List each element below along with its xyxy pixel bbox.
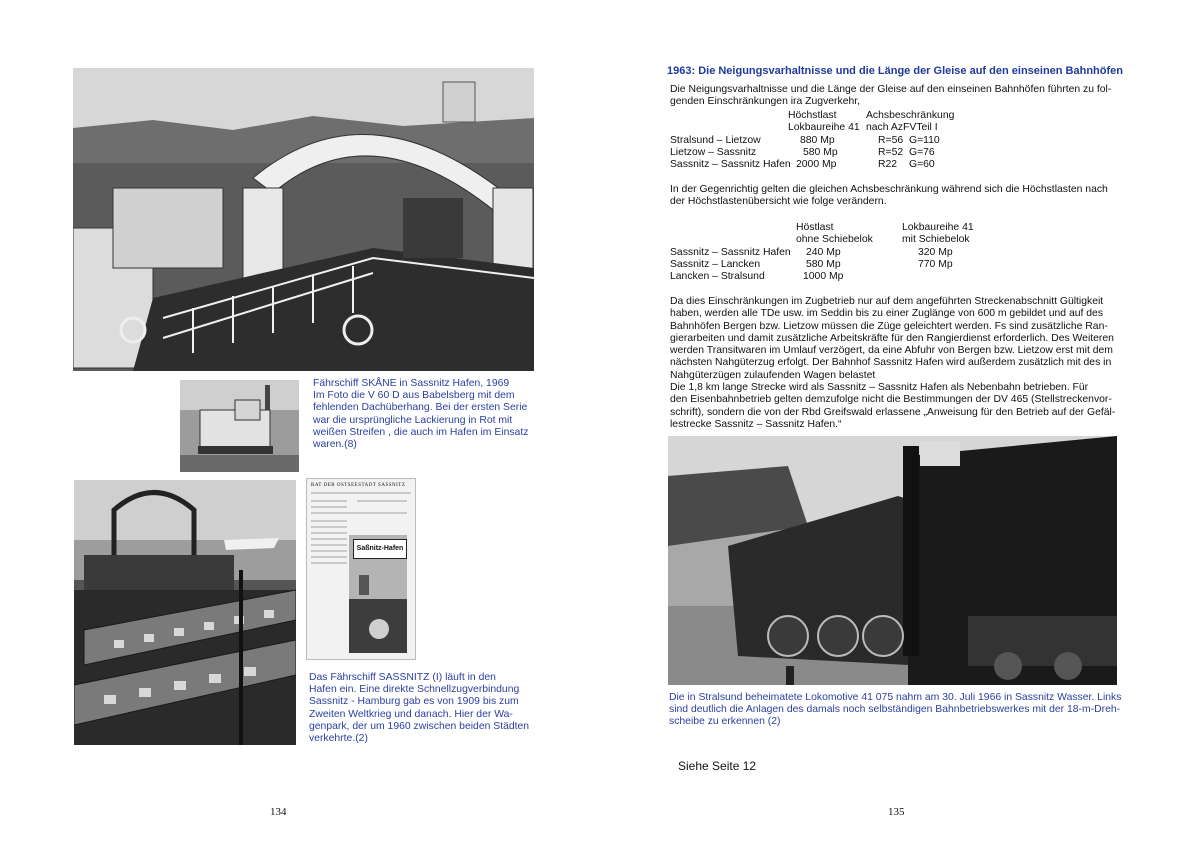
text-line: Bahnhöfen Bergen bzw. Lietzow müssen die Züge geleichtert werden. Fs sind zusätzliche Ran- xyxy=(670,320,1108,332)
caption-sassnitz xyxy=(309,672,529,745)
caption-line: genpark, der um 1960 zwischen beiden Städten xyxy=(309,720,530,732)
table1-r: R=52 xyxy=(878,147,904,158)
main-paragraph xyxy=(670,296,1115,431)
text-line: werden Transitwaren im Umlauf verzögert, da eine Abfuhr von Bergen bzw. Lietzow erst mit dem xyxy=(670,345,1113,357)
mid-paragraph xyxy=(670,184,1108,209)
table1-route: Stralsund – Lietzow xyxy=(670,135,761,146)
text-line: Nahgüterzügen zulaufenden Wagen belastet xyxy=(670,369,876,381)
text-line: Die Neigungsvarhaltnisse und die Länge der Gleise auf den einseinen Bahnhöfen führten zu fol- xyxy=(670,84,1112,95)
text-line: genden Einschränkungen ira Zugverkehr, xyxy=(670,96,861,108)
text-line: schrift), sondern die von der Rbd Greifswald erlassene „Anweisung für den Betrieb auf der Gefäl- xyxy=(670,406,1116,418)
table2-b: 770 Mp xyxy=(918,259,953,270)
photo-locomotive-drawing xyxy=(668,436,1117,685)
table2-a: 240 Mp xyxy=(806,247,841,258)
page-number-left: 134 xyxy=(270,806,287,818)
photo-v60d-locomotive xyxy=(180,380,299,472)
photo-harbour-drawing xyxy=(74,480,296,745)
photo-ferry-sassnitz-harbour xyxy=(74,480,296,745)
caption-line: scheibe zu erkennen (2) xyxy=(669,716,781,728)
caption-line: Im Foto die V 60 D aus Babelsberg mit dem xyxy=(313,390,515,402)
caption-line: Die in Stralsund beheimatete Lokomotive 41 075 nahm am 30. Juli 1966 in Sassnitz Wasser. Links xyxy=(669,692,1122,703)
table2-header: Höstlast xyxy=(796,222,834,233)
text-line: lestrecke Sassnitz – Sassnitz Hafen.“ xyxy=(670,418,842,430)
photo-ferry-skane xyxy=(73,68,534,371)
caption-line: Das Fährschiff SASSNITZ (I) läuft in den xyxy=(309,672,496,683)
caption-locomotive xyxy=(669,692,1121,729)
photo-v60d-drawing xyxy=(180,380,299,472)
photo-ferry-skane-drawing xyxy=(73,68,534,371)
table2-header: mit Schiebelok xyxy=(902,234,970,245)
page-heading: 1963: Die Neigungsvarhaltnisse und die Länge der Gleise auf den einseinen Bahnhöfen xyxy=(667,65,1124,77)
table1-load: 880 Mp xyxy=(800,135,835,146)
table2-a: 1000 Mp xyxy=(803,271,844,282)
caption-line: war die ursprüngliche Lackierung in Rot mit xyxy=(313,414,513,426)
see-page-reference: Siehe Seite 12 xyxy=(678,759,757,773)
newspaper-clipping xyxy=(306,478,416,660)
caption-line: waren.(8) xyxy=(313,439,357,451)
table2-header: ohne Schiebelok xyxy=(796,234,873,245)
table1-g: G=110 xyxy=(909,135,940,146)
photo-locomotive-41075 xyxy=(668,436,1117,685)
text-line: gierarbeiten und damit zusätzliche Arbeitskräfte für den Rangierdienst erforderlich. Des Weiteren xyxy=(670,332,1114,344)
caption-line: weißen Streifen , die auch im Hafen im Einsatz xyxy=(313,426,529,438)
table1-header: Höchstlast xyxy=(788,110,837,121)
text-line: In der Gegenrichtig gelten die gleichen Achsbeschränkung während sich die Höchstlasten nach xyxy=(670,184,1108,195)
caption-line: Sassnitz - Hamburg gab es von 1909 bis zum xyxy=(309,696,519,708)
table2-a: 580 Mp xyxy=(806,259,841,270)
table2-route: Sassnitz – Sassnitz Hafen xyxy=(670,247,791,258)
caption-line: Fährschiff SKÅNE in Sassnitz Hafen, 1969 xyxy=(313,378,510,389)
clipping-sign: Saßnitz-Hafen xyxy=(353,539,407,559)
table1-g: G=76 xyxy=(909,147,935,158)
clipping-header: RAT DER OSTSEESTADT SASSNITZ xyxy=(311,483,406,488)
table1-r: R=56 xyxy=(878,135,904,146)
table2-route: Lancken – Stralsund xyxy=(670,271,765,282)
caption-line: Hafen ein. Eine direkte Schnellzugverbindung xyxy=(309,684,520,696)
table1-load: 2000 Mp xyxy=(796,159,837,170)
table1-header: Lokbaureihe 41 xyxy=(788,122,860,133)
table1-r: R22 xyxy=(878,159,898,170)
text-line: der Höchstlastenübersicht wie folge verändern. xyxy=(670,196,887,208)
text-line: den Eisenbahnbetrieb gelten demzufolge nicht die Bestimmungen der DV 465 (Stellstreckenvor- xyxy=(670,394,1112,406)
table2-b: 320 Mp xyxy=(918,247,953,258)
table1-route: Lietzow – Sassnitz xyxy=(670,147,757,158)
table1-header: nach AzFVTeil I xyxy=(866,122,938,133)
table1-g: G=60 xyxy=(909,159,935,170)
table2-header: Lokbaureihe 41 xyxy=(902,222,974,233)
text-line: Die 1,8 km lange Strecke wird als Sassnitz – Sassnitz Hafen als Nebenbahn betrieben. Für xyxy=(670,382,1089,394)
table2-route: Sassnitz – Lancken xyxy=(670,259,761,270)
page-number-right: 135 xyxy=(888,806,905,818)
table1-load: 580 Mp xyxy=(803,147,838,158)
intro-paragraph xyxy=(670,84,1111,109)
table1-route: Sassnitz – Sassnitz Hafen xyxy=(670,159,791,170)
text-line: nächsten Nahgüterzug erfolgt. Der Bahnhof Sassnitz Hafen wird außerdem zusätzlich mit des in xyxy=(670,357,1112,369)
caption-line: fehlenden Dachüberhang. Bei der ersten Serie xyxy=(313,402,528,414)
clipping-drawing xyxy=(307,479,415,659)
caption-line: verkehrte.(2) xyxy=(309,733,368,745)
table1-header: Achsbeschränkung xyxy=(866,110,955,121)
caption-skane xyxy=(313,378,528,451)
caption-line: Zweiten Weltkrieg und danach. Hier der Wa- xyxy=(309,708,513,720)
text-line: haben, werden alle TDe usw. im Seddin bis zu einer Zuglänge von 600 m gebildet und auf des xyxy=(670,308,1104,320)
caption-line: sind deutlich die Anlagen des damals noch selbständigen Bahnbetriebswerkes mit der 18-m-Dreh- xyxy=(669,704,1121,716)
text-line: Da dies Einschränkungen im Zugbetrieb nur auf dem angeführten Streckenabschnitt Gültigkeit xyxy=(670,296,1104,307)
